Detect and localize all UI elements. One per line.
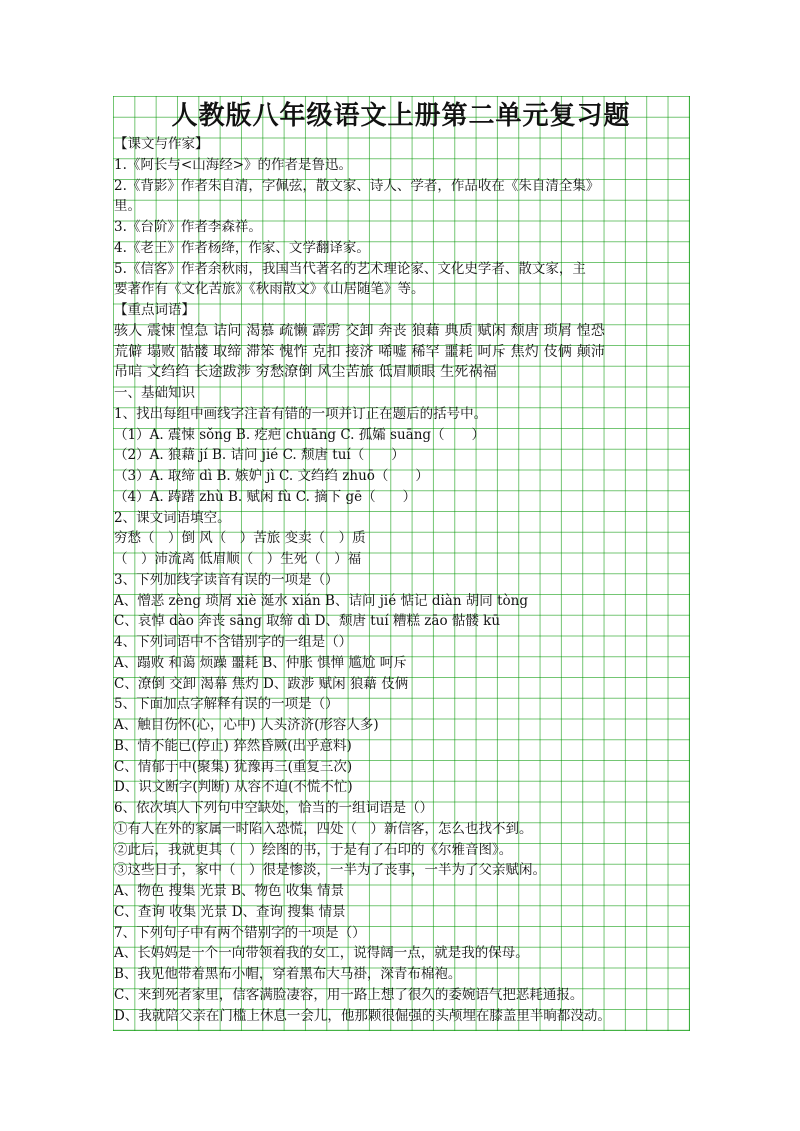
question-line: ③这些日子，家中（ ）很是惨淡，一半为了丧事，一半为了父亲赋闲。 [114,862,546,879]
text-line: 5.《信客》作者余秋雨，我国当代著名的艺术理论家、文化史学者、散文家，主 [114,260,586,277]
question-line: C、情郁于中(聚集) 犹豫再三(重复三次) [114,758,353,775]
question-line: 4、下列词语中不含错别字的一组是（） [114,634,353,650]
question-line: 6、依次填人下列句中空缺处，恰当的一组词语是（） [114,800,434,816]
question-line: （ ）沛流离 低眉顺（ ）生死（ ）福 [114,551,362,567]
question-line: A、触目伤怀(心，心中) 人头济济(形容人多) [114,717,379,733]
question-line: C、查询 收集 光景 D、查询 搜集 情景 [114,903,346,920]
question-line: 7、下列句子中有两个错别字的一项是（） [114,924,366,941]
question-line: D、识文断字(判断) 从容不迫(不慌不忙) [114,779,353,796]
question-line: ①有人在外的家属一时陷入恐慌，四处（ ）新信客，怎么也找不到。 [114,820,533,837]
question-line: 穷愁（ ）倒 风（ ）苦旅 变卖（ ）质 [114,530,366,547]
question-line: （1）A. 震悚 sǒng B. 疙疤 chuāng C. 孤孀 suāng（ ） [114,426,486,443]
section-heading-vocabulary: 【重点词语】 [114,302,195,318]
question-line: 3、下列加线字读音有误的一项是（） [114,571,339,588]
section-heading-basics: 一、基础知识 [114,385,195,401]
text-line: 4.《老王》作者杨绛，作家、文学翻译家。 [114,239,370,256]
question-line: A、憎恶 zèng 琐屑 xiè 涎水 xián B、诘问 jié 惦记 diàn 胡同 tòng [114,592,528,609]
question-line: （3）A. 取缔 dì B. 嫉妒 jì C. 文绉绉 zhuō（ ） [114,468,429,484]
text-line: 2.《背影》作者朱自清，字佩弦，散文家、诗人、学者，作品收在《朱自清全集》 [114,177,600,194]
question-line: 1、找出每组中画线字注音有错的一项并订正在题后的括号中。 [114,405,488,422]
document-body [114,134,689,1026]
vocab-line: 吊唁 文绉绉 长途跋涉 穷愁潦倒 风尘苦旅 低眉顺眼 生死祸福 [114,364,497,381]
text-line: 里。 [114,198,141,215]
question-line: 2、课文词语填空。 [114,509,231,526]
question-line: B、情不能已(停止) 猝然昏厥(出乎意料) [114,737,352,754]
question-line: （4）A. 踌躇 zhù B. 赋闲 fù C. 摘下 gē（ ） [114,488,417,505]
question-line: 5、下面加点字解释有误的一项是（） [114,696,339,713]
question-line: D、我就陪父亲在门槛上休息一会儿，他那颗很倔强的头颅埋在膝盖里半晌都没动。 [114,1007,611,1024]
vocab-line: 骇人 震悚 惶急 诘问 渴慕 疏懒 霹雳 交卸 奔丧 狼藉 典质 赋闲 颓唐 琐屑 惶恐 [114,322,606,339]
section-heading-authors: 【课文与作家】 [114,136,209,152]
question-line: A、蹋败 和蔼 烦躁 噩耗 B、仲胀 惧惮 尴尬 呵斥 [114,654,407,671]
text-line: 要著作有《文化苦旅》《秋雨散文》《山居随笔》等。 [114,281,425,298]
page-title: 人教版八年级语文上册第二单元复习题 [171,101,631,131]
question-line: C、潦倒 交卸 渴幕 焦灼 D、跋涉 赋闲 狼藉 伎俩 [114,675,409,692]
text-line: 3.《台阶》作者李森祥。 [114,219,262,235]
question-line: ②此后，我就更其（ ）绘图的书，于是有了石印的《尔雅音图》。 [114,841,513,858]
question-line: C、哀悼 dào 奔丧 sāng 取缔 dì D、颓唐 tuí 糟糕 zāo 骷髅 kū [114,613,501,630]
vocab-line: 荒僻 塌败 骷髅 取缔 滞笨 愧怍 克扣 接济 唏嘘 稀罕 噩耗 呵斥 焦灼 伎俩 颠沛 [114,343,606,360]
question-line: （2）A. 狼藉 jí B. 诘问 jié C. 颓唐 tuí（ ） [114,447,405,464]
question-line: C、来到死者家里，信客满脸凄容，用一路上想了很久的委婉语气把恶耗通报。 [114,986,584,1003]
question-line: A、物色 搜集 光景 B、物色 收集 情景 [114,883,345,899]
question-line: A、长妈妈是一个一向带领着我的女工，说得阔一点，就是我的保母。 [114,945,529,962]
question-line: B、我见他带着黑布小帽，穿着黑布大马褂，深青布棉袍。 [114,966,462,982]
text-line: 1.《阿长与<山海经>》的作者是鲁迅。 [114,156,353,173]
